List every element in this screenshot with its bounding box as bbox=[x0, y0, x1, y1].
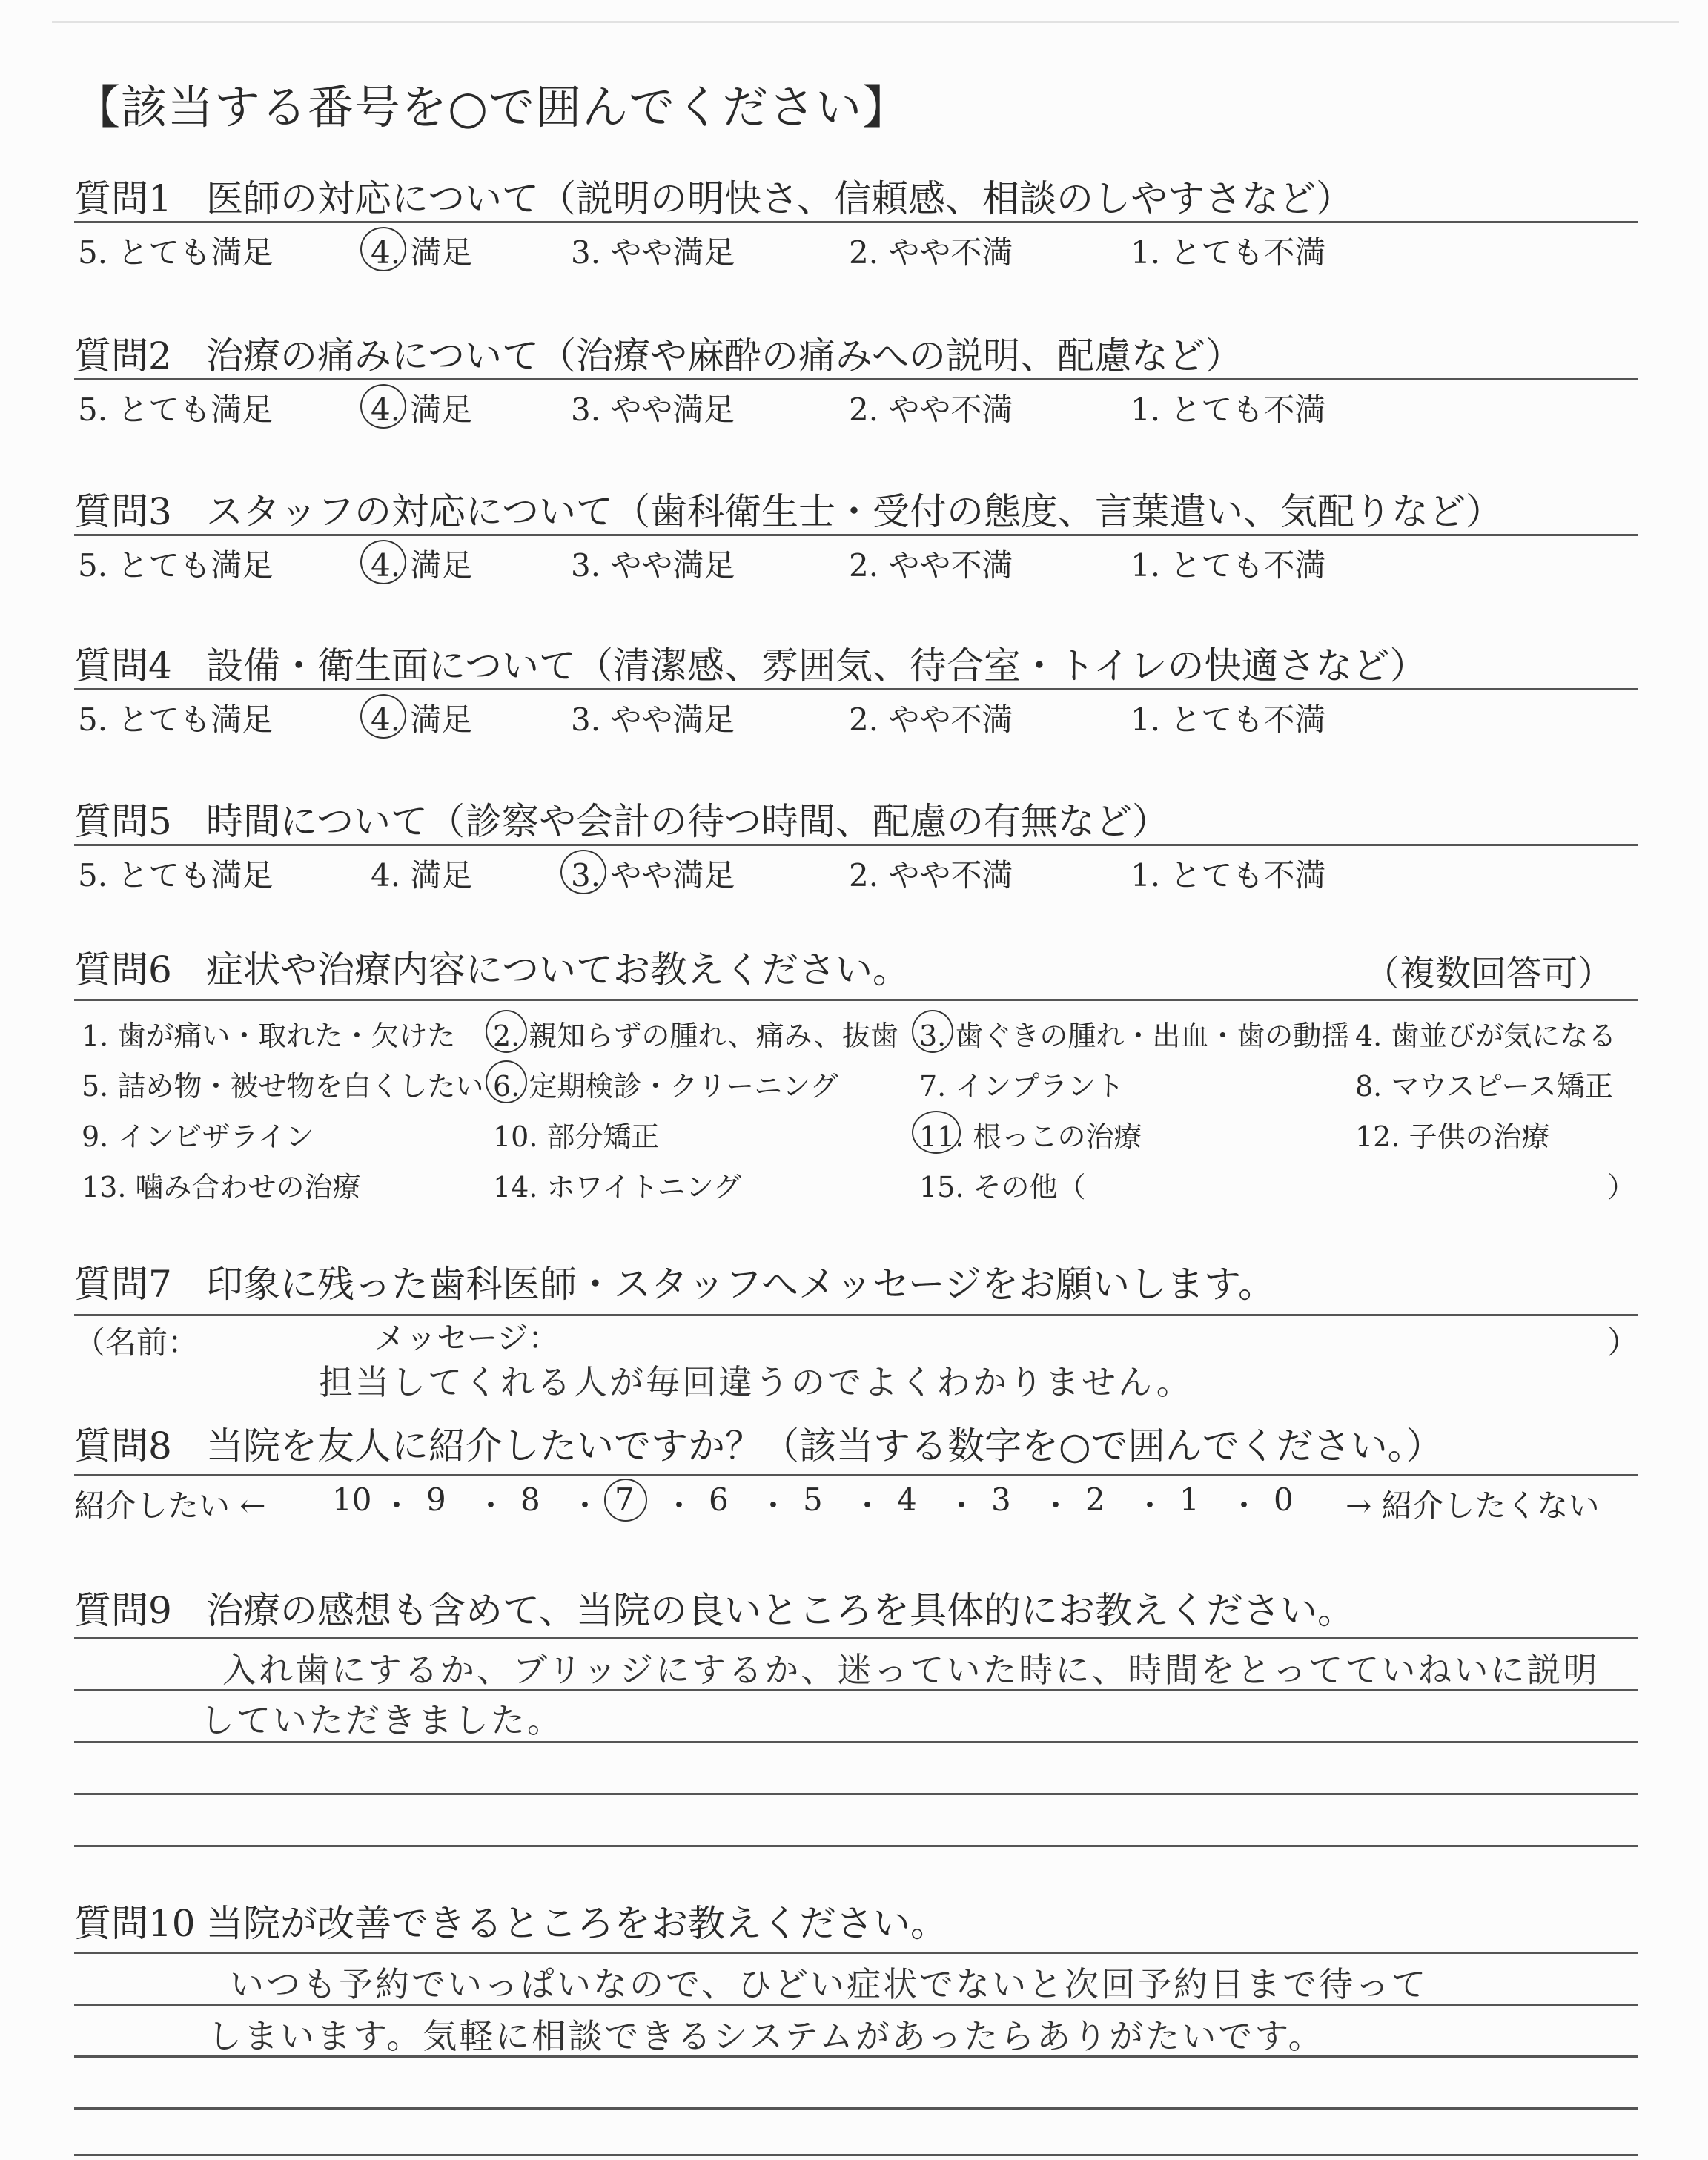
q2-option-4[interactable]: 4. 満足 bbox=[371, 392, 473, 428]
q8-scale-8[interactable]: 8 bbox=[520, 1482, 540, 1518]
q8-scale-separator: ・ bbox=[1228, 1487, 1260, 1524]
q5-selection-circle bbox=[560, 850, 606, 894]
q5-option-3[interactable]: 3. やや満足 bbox=[571, 857, 735, 894]
q5-rule bbox=[74, 844, 1638, 846]
q7-rule bbox=[74, 1314, 1638, 1316]
q6-selection-circle-3 bbox=[912, 1010, 953, 1053]
q3-option-1[interactable]: 1. とても不満 bbox=[1131, 547, 1326, 584]
q7-close-paren: ） bbox=[1607, 1324, 1639, 1361]
q6-option-12[interactable]: 12. 子供の治療 bbox=[1355, 1120, 1550, 1153]
q8-scale-separator: ・ bbox=[381, 1487, 413, 1524]
q6-option-1[interactable]: 1. 歯が痛い・取れた・欠けた bbox=[82, 1020, 456, 1052]
q2-selection-circle bbox=[360, 384, 406, 429]
q8-scale-3[interactable]: 3 bbox=[991, 1482, 1011, 1518]
q6-option-6[interactable]: 6. 定期検診・クリーニング bbox=[493, 1070, 838, 1103]
q4-number: 質問4 bbox=[74, 644, 172, 687]
q1-selection-circle bbox=[360, 227, 406, 271]
q9-answer-line-1: 入れ歯にするか、ブリッジにするか、迷っていた時に、時間をとってていねいに説明 bbox=[222, 1650, 1600, 1690]
q3-selection-circle bbox=[360, 540, 406, 584]
q1-heading bbox=[74, 169, 1353, 222]
q6-number: 質問6 bbox=[74, 948, 172, 991]
q3-option-3[interactable]: 3. やや満足 bbox=[571, 547, 735, 584]
scan-top-edge bbox=[52, 21, 1679, 23]
q10-heading bbox=[74, 1894, 947, 1947]
q9-text: 治療の感想も含めて、当院の良いところを具体的にお教えください。 bbox=[206, 1589, 1354, 1632]
q7-handwritten-answer: 担当してくれる人が毎回違うのでよくわかりません。 bbox=[319, 1362, 1193, 1402]
q1-option-2[interactable]: 2. やや不満 bbox=[849, 234, 1013, 271]
q6-option-10[interactable]: 10. 部分矯正 bbox=[493, 1120, 660, 1153]
q8-scale-separator: ・ bbox=[569, 1487, 601, 1524]
q8-scale-separator: ・ bbox=[663, 1487, 695, 1524]
q6-option-3[interactable]: 3. 歯ぐきの腫れ・出血・歯の動揺 bbox=[919, 1020, 1350, 1052]
q9-rule-1 bbox=[74, 1637, 1638, 1639]
q6-option-5[interactable]: 5. 詰め物・被せ物を白くしたい bbox=[82, 1070, 484, 1103]
q10-answer-line-1: いつも予約でいっぱいなので、ひどい症状でないと次回予約日まで待って bbox=[230, 1964, 1429, 2004]
q6-option-15[interactable]: 15. その他（ bbox=[919, 1171, 1086, 1203]
q4-option-4[interactable]: 4. 満足 bbox=[371, 701, 473, 738]
q8-scale-separator: ・ bbox=[946, 1487, 978, 1524]
q5-heading bbox=[74, 792, 1169, 845]
q7-message-label: メッセージ： bbox=[374, 1320, 560, 1356]
q3-option-5[interactable]: 5. とても満足 bbox=[78, 547, 274, 584]
q6-option-14[interactable]: 14. ホワイトニング bbox=[493, 1171, 742, 1203]
q6-rule bbox=[74, 999, 1638, 1001]
q4-text: 設備・衛生面について（清潔感、雰囲気、待合室・トイレの快適さなど） bbox=[206, 644, 1427, 687]
q8-right-label: → 紹介したくない bbox=[1345, 1487, 1600, 1524]
q8-left-label: 紹介したい ← bbox=[74, 1487, 266, 1524]
q7-text: 印象に残った歯科医師・スタッフへメッセージをお願いします。 bbox=[206, 1263, 1275, 1306]
q2-heading bbox=[74, 326, 1242, 380]
q6-option-2[interactable]: 2. 親知らずの腫れ、痛み、抜歯 bbox=[493, 1020, 898, 1052]
q6-option-9[interactable]: 9. インビザライン bbox=[82, 1120, 314, 1153]
q4-option-5[interactable]: 5. とても満足 bbox=[78, 701, 274, 738]
q8-scale-1[interactable]: 1 bbox=[1179, 1482, 1199, 1518]
q7-name-label: （名前： bbox=[74, 1324, 199, 1361]
q7-heading bbox=[74, 1255, 1275, 1308]
q8-scale-10[interactable]: 10 bbox=[332, 1482, 372, 1518]
q6-heading bbox=[74, 940, 910, 994]
q4-option-2[interactable]: 2. やや不満 bbox=[849, 701, 1013, 738]
q10-rule-5 bbox=[74, 2154, 1638, 2156]
q3-text: スタッフの対応について（歯科衛生士・受付の態度、言葉遣い、気配りなど） bbox=[206, 490, 1503, 533]
q10-rule-4 bbox=[74, 2107, 1638, 2110]
q5-option-4[interactable]: 4. 満足 bbox=[371, 857, 473, 894]
q6-option-7[interactable]: 7. インプラント bbox=[919, 1070, 1125, 1103]
q6-option-8[interactable]: 8. マウスピース矯正 bbox=[1355, 1070, 1613, 1103]
q7-number: 質問7 bbox=[74, 1263, 172, 1306]
q6-selection-circle-11 bbox=[912, 1111, 961, 1154]
q2-option-1[interactable]: 1. とても不満 bbox=[1131, 392, 1326, 428]
q5-option-2[interactable]: 2. やや不満 bbox=[849, 857, 1013, 894]
q8-scale-separator: ・ bbox=[758, 1487, 790, 1524]
q1-option-1[interactable]: 1. とても不満 bbox=[1131, 234, 1326, 271]
q3-number: 質問3 bbox=[74, 490, 172, 533]
q6-option-4[interactable]: 4. 歯並びが気になる bbox=[1355, 1020, 1617, 1052]
q8-scale-9[interactable]: 9 bbox=[426, 1482, 446, 1518]
q8-rule bbox=[74, 1474, 1638, 1476]
q1-rule bbox=[74, 221, 1638, 223]
q3-option-2[interactable]: 2. やや不満 bbox=[849, 547, 1013, 584]
q1-option-5[interactable]: 5. とても満足 bbox=[78, 234, 274, 271]
q8-scale-separator: ・ bbox=[1134, 1487, 1166, 1524]
q6-selection-circle-6 bbox=[486, 1060, 527, 1103]
q10-answer-line-2: しまいます。気軽に相談できるシステムがあったらありがたいです。 bbox=[208, 2016, 1325, 2056]
q8-scale-6[interactable]: 6 bbox=[709, 1482, 729, 1518]
q3-heading bbox=[74, 482, 1503, 535]
q10-rule-1 bbox=[74, 1952, 1638, 1954]
q8-selection-circle bbox=[604, 1479, 647, 1522]
q8-scale-0[interactable]: 0 bbox=[1274, 1482, 1294, 1518]
q8-number: 質問8 bbox=[74, 1424, 172, 1467]
form-title: 【該当する番号を○で囲んでください】 bbox=[74, 80, 910, 134]
q5-text: 時間について（診察や会計の待つ時間、配慮の有無など） bbox=[206, 800, 1169, 843]
q5-option-1[interactable]: 1. とても不満 bbox=[1131, 857, 1326, 894]
q9-heading bbox=[74, 1581, 1354, 1634]
q5-number: 質問5 bbox=[74, 800, 172, 843]
q8-scale-4[interactable]: 4 bbox=[897, 1482, 917, 1518]
q3-option-4[interactable]: 4. 満足 bbox=[371, 547, 473, 584]
q6-text: 症状や治療内容についてお教えください。 bbox=[206, 948, 910, 991]
q6-other-close-paren: ） bbox=[1607, 1171, 1636, 1203]
q1-option-3[interactable]: 3. やや満足 bbox=[571, 234, 735, 271]
q2-number: 質問2 bbox=[74, 334, 172, 377]
q10-number: 質問10 bbox=[74, 1902, 196, 1945]
q6-option-11[interactable]: 11. 根っこの治療 bbox=[919, 1120, 1142, 1153]
q4-heading bbox=[74, 636, 1427, 690]
q3-rule bbox=[74, 534, 1638, 536]
q9-rule-4 bbox=[74, 1793, 1638, 1795]
q1-option-4[interactable]: 4. 満足 bbox=[371, 234, 473, 271]
q2-option-5[interactable]: 5. とても満足 bbox=[78, 392, 274, 428]
q8-scale-separator: ・ bbox=[475, 1487, 507, 1524]
q4-rule bbox=[74, 688, 1638, 690]
q10-text: 当院が改善できるところをお教えください。 bbox=[206, 1902, 947, 1945]
q1-number: 質問1 bbox=[74, 177, 172, 220]
q6-selection-circle-2 bbox=[486, 1010, 527, 1053]
q9-rule-5 bbox=[74, 1845, 1638, 1847]
q5-option-5[interactable]: 5. とても満足 bbox=[78, 857, 274, 894]
q9-answer-line-2: していただきました。 bbox=[200, 1700, 563, 1740]
q4-selection-circle bbox=[360, 694, 406, 739]
q8-text: 当院を友人に紹介したいですか？（該当する数字を○で囲んでください。） bbox=[206, 1424, 1443, 1467]
q6-option-13[interactable]: 13. 噛み合わせの治療 bbox=[82, 1171, 361, 1203]
q8-heading bbox=[74, 1416, 1443, 1470]
q8-scale-separator: ・ bbox=[1040, 1487, 1072, 1524]
q4-option-3[interactable]: 3. やや満足 bbox=[571, 701, 735, 738]
q8-scale-7[interactable]: 7 bbox=[615, 1482, 635, 1518]
q8-scale-5[interactable]: 5 bbox=[803, 1482, 823, 1518]
q2-option-2[interactable]: 2. やや不満 bbox=[849, 392, 1013, 428]
q8-scale-separator: ・ bbox=[852, 1487, 884, 1524]
q8-scale-2[interactable]: 2 bbox=[1085, 1482, 1105, 1518]
q2-rule bbox=[74, 378, 1638, 380]
q6-note: （複数回答可） bbox=[1364, 953, 1614, 994]
q2-text: 治療の痛みについて（治療や麻酔の痛みへの説明、配慮など） bbox=[206, 334, 1242, 377]
q9-number: 質問9 bbox=[74, 1589, 172, 1632]
q1-text: 医師の対応について（説明の明快さ、信頼感、相談のしやすさなど） bbox=[206, 177, 1353, 220]
q2-option-3[interactable]: 3. やや満足 bbox=[571, 392, 735, 428]
q4-option-1[interactable]: 1. とても不満 bbox=[1131, 701, 1326, 738]
